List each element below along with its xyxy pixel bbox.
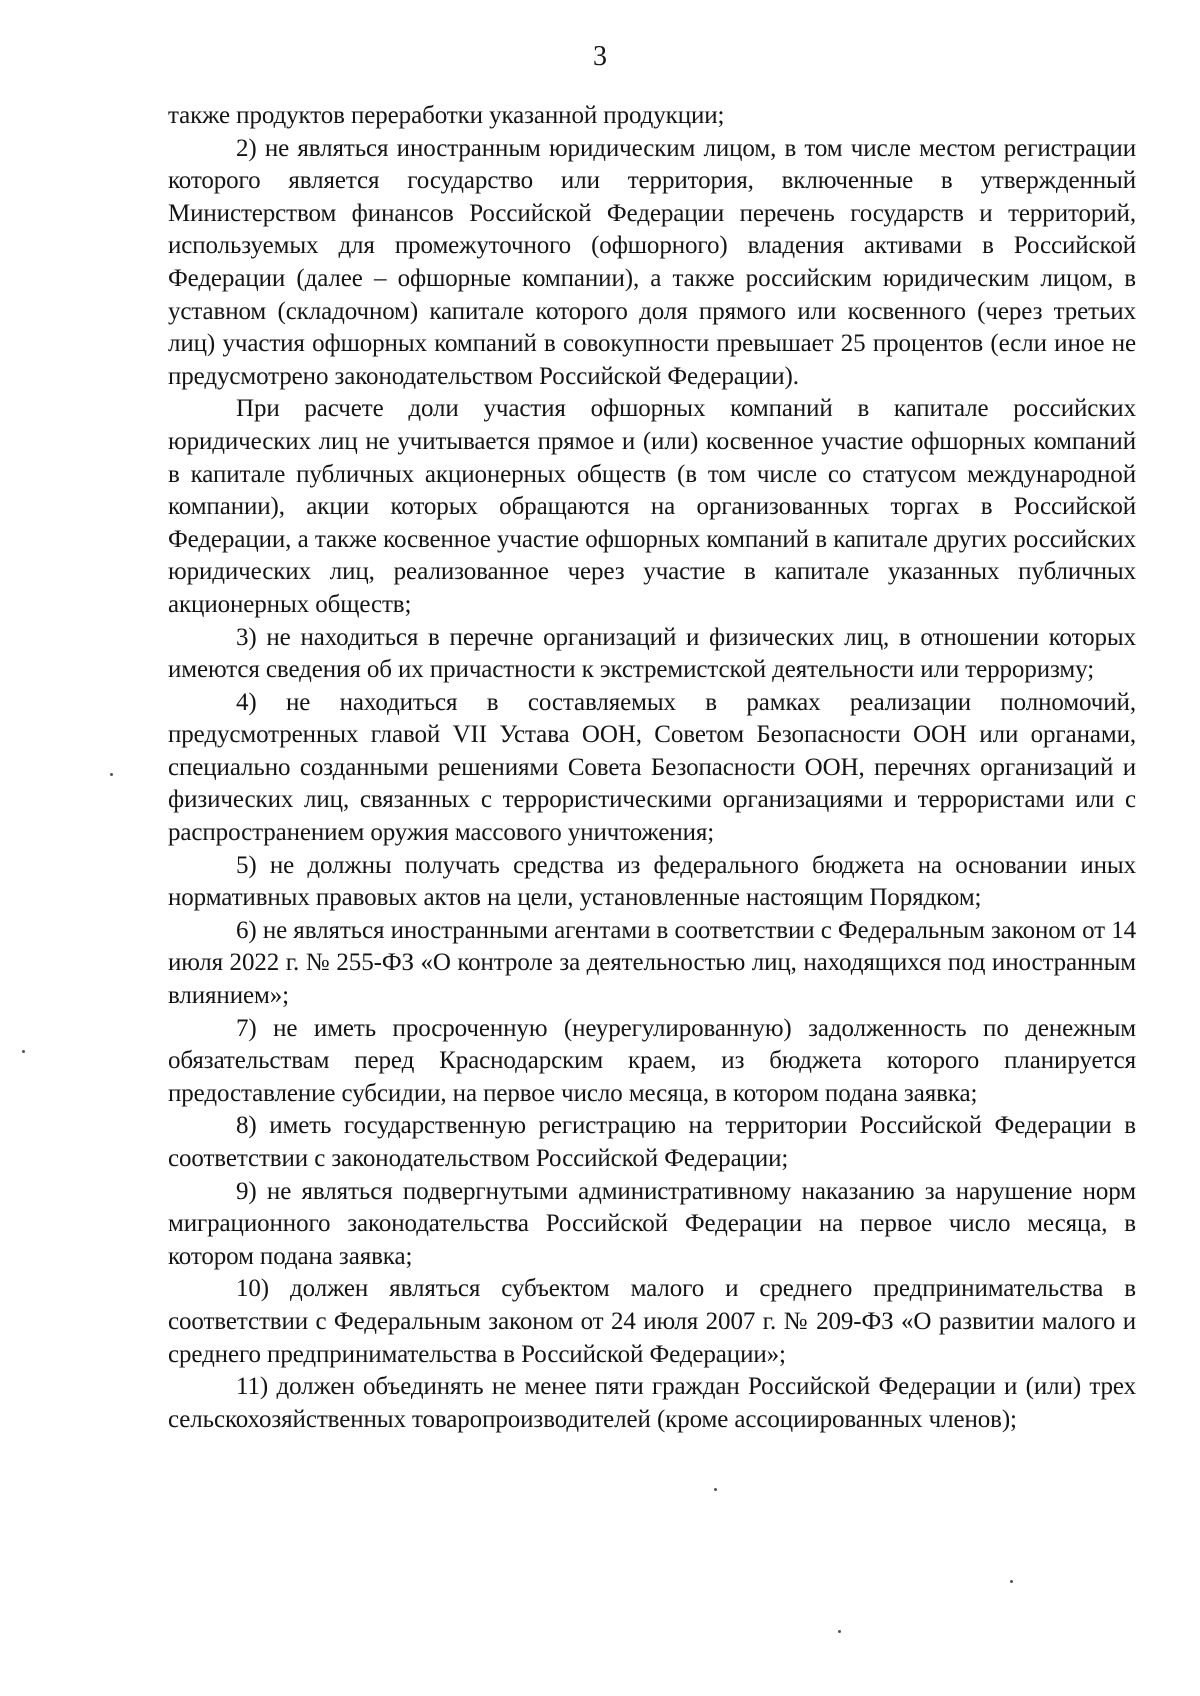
paragraph-offshore-calculation: При расчете доли участия офшорных компаний в капитале российских юридических лиц не учитывается прямое и (или) косвенное участие офшорных компаний в капитале публичных акционерных обществ (в том числе со статусом международной компании), акции которых обращаются на организованных торгах в Российской Федерации, а также косвенное участие офшорных компаний в капитале других российских юридических лиц, реализованное через участие в капитале указанных публичных акционерных обществ; xyxy=(168,395,1136,618)
scan-speck xyxy=(714,1488,717,1491)
paragraph-item-7: 7) не иметь просроченную (неурегулированную) задолженность по денежным обязательствам перед Краснодарским краем, из бюджета которого планируется предоставление субсидии, на первое число месяца, в котором подана заявка; xyxy=(168,1014,1136,1107)
paragraph-item-4: 4) не находиться в составляемых в рамках реализации полномочий, предусмотренных главой VII Устава ООН, Советом Безопасности ООН или органами, специально созданными решениями Совета Безопасности ООН, перечнях организаций и физических лиц, связанных с террористическими организациями и террористами или с распространением оружия массового уничтожения; xyxy=(168,688,1136,847)
scan-speck xyxy=(1010,1580,1013,1583)
scan-speck xyxy=(22,1050,25,1053)
paragraph-item-9: 9) не являться подвергнутыми административному наказанию за нарушение норм миграционного законодательства Российской Федерации на первое число месяца, в котором подана заявка; xyxy=(168,1177,1136,1270)
paragraph-item-5: 5) не должны получать средства из федерального бюджета на основании иных нормативных правовых актов на цели, установленные настоящим Порядком; xyxy=(168,851,1136,912)
page-number: 3 xyxy=(593,41,607,72)
document-body xyxy=(168,100,1136,1436)
paragraph-item-10: 10) должен являться субъектом малого и среднего предпринимательства в соответствии с Федеральным законом от 24 июля 2007 г. № 209-ФЗ «О развитии малого и среднего предпринимательства в Российской Федерации»; xyxy=(168,1275,1136,1368)
scan-speck xyxy=(838,1630,841,1633)
paragraph-item-6: 6) не являться иностранными агентами в соответствии с Федеральным законом от 14 июля 2022 г. № 255-ФЗ «О контроле за деятельностью лиц, находящихся под иностранным влиянием»; xyxy=(168,916,1136,1010)
paragraph-item-11: 11) должен объединять не менее пяти граждан Российской Федерации и (или) трех сельскохозяйственных товаропроизводителей (кроме ассоциированных членов); xyxy=(168,1373,1136,1433)
paragraph-item-2: 2) не являться иностранным юридическим лицом, в том числе местом регистрации которого является государство или территория, включенные в утвержденный Министерством финансов Российской Федерации перечень государств и территорий, используемых для промежуточного (офшорного) владения активами в Российской Федерации (далее – офшорные компании), а также российским юридическим лицом, в уставном (складочном) капитале которого доля прямого или косвенного (через третьих лиц) участия офшорных компаний в совокупности превышает 25 процентов (если иное не предусмотрено законодательством Российской Федерации). xyxy=(168,134,1136,390)
scan-speck xyxy=(110,773,113,776)
paragraph-item-8: 8) иметь государственную регистрацию на территории Российской Федерации в соответствии с законодательством Российской Федерации; xyxy=(168,1112,1136,1172)
paragraph-continuation: также продуктов переработки указанной продукции; xyxy=(168,102,725,129)
paragraph-item-3: 3) не находиться в перечне организаций и физических лиц, в отношении которых имеются сведения об их причастности к экстремистской деятельности или терроризму; xyxy=(168,623,1136,684)
